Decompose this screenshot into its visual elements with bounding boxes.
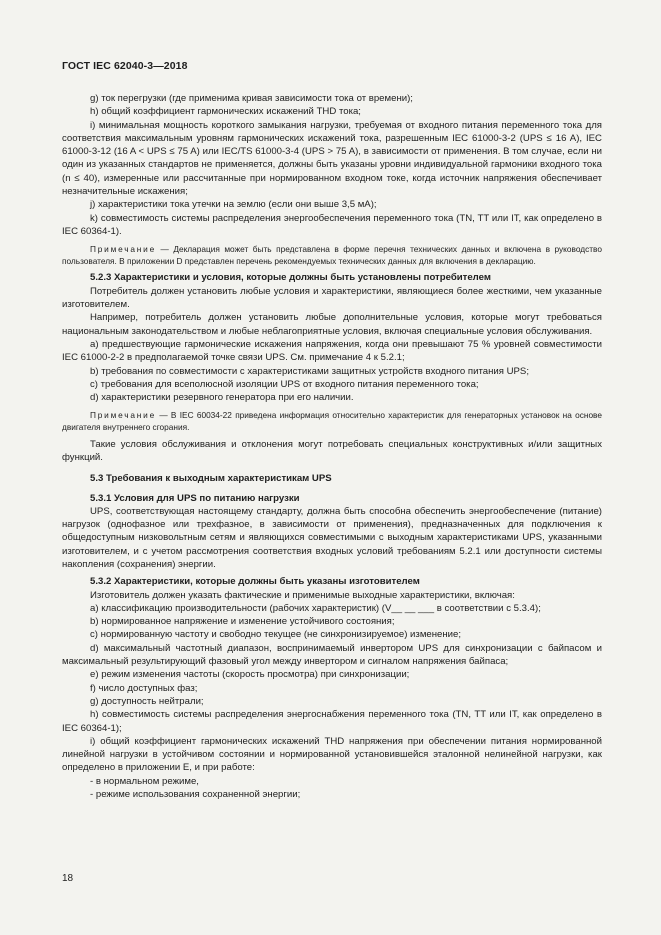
section-5-2-3-heading: 5.2.3 Характеристики и условия, которые должны быть установлены потребителем: [90, 272, 491, 284]
list-item-c: c) нормированную частоту и свободно текущее (не синхронизируемое) изменение;: [90, 629, 462, 641]
paragraph: Изготовитель должен указать фактические и применимые выходные характеристики, включая:: [90, 589, 515, 601]
paragraph: Потребитель должен установить любые условия и характеристики, являющиеся более жесткими, чем указанные изготовителем.: [62, 285, 602, 311]
section-5-3-heading: 5.3 Требования к выходным характеристикам UPS: [90, 473, 332, 485]
note-generator: [62, 410, 602, 433]
list-item-h: h) совместимость системы распределения энергоснабжения переменного тока (TN, TT или IT, как определено в IEC 60364-1);: [62, 709, 602, 734]
note-declaration: [62, 244, 602, 267]
note-label: Примечание: [90, 244, 157, 255]
list-item-e: e) режим изменения частоты (скорость просмотра) при синхронизации;: [90, 669, 410, 681]
list-item-d: d) характеристики резервного генератора при его наличии.: [90, 392, 354, 404]
list-item-a: a) предшествующие гармонические искажения напряжения, когда они превышают 75 % уровней совместимости IEC 61000-2-2 в предполагаемой точке связи UPS. См. примечание 4 к 5.2.1;: [62, 338, 602, 364]
list-item-g: g) доступность нейтрали;: [90, 695, 204, 707]
list-item-b: b) нормированное напряжение и изменение устойчивого состояния;: [90, 616, 395, 628]
list-item-i: i) минимальная мощность короткого замыкания нагрузки, требуемая от входного питания переменного тока для соответствия максимальным уровням гармонических искажений тока, разрешенным IEC 61000-3-2 (UPS ≤ 16 A), IEC 61000-3-12 (16 A < UPS ≤ 75 A) или IEC/TS 61000-3-4 (UPS > 75 A), в зависимости от применения. В том случае, если ни один из указанных стандартов не применяется, должны быть указаны уровни индивидуальной гармоники входного тока (n ≤ 40), измеренные или рассчитанные при нормированном входном токе, когда источник напряжения обеспечивает незначительные искажения;: [62, 119, 602, 198]
list-item-k: k) совместимость системы распределения энергообеспечения переменного тока (TN, TT или IT, как определено в IEC 60364-1).: [62, 212, 602, 237]
list-item-a: a) классификацию производительности (рабочих характеристик) (V__ __ ___ в соответствии с 5.3.4);: [90, 602, 541, 614]
list-item-c: c) требования для всеполюсной изоляции UPS от входного питания переменного тока;: [90, 378, 479, 390]
list-item-j: j) характеристики тока утечки на землю (если они выше 3,5 мА);: [90, 199, 377, 211]
list-item-i: i) общий коэффициент гармонических искажений THD напряжения при обеспечении питания нормированной линейной нагрузки в устойчивом состоянии и нормированной установившейся эталонной нелинейной нагрузки, как определено в приложении E, и при работе:: [62, 735, 602, 774]
paragraph: Например, потребитель должен установить любые дополнительные условия, которые могут требоваться национальным законодательством и любые неблагоприятные условия, включая специальные условия обслуживания.: [62, 312, 602, 337]
list-item-g: g) ток перегрузки (где применима кривая зависимости тока от времени);: [90, 93, 413, 104]
section-5-3-2-heading: 5.3.2 Характеристики, которые должны быть указаны изготовителем: [90, 576, 420, 588]
note-text: — Декларация может быть представлена в форме перечня технических данных и включена в руководство пользователя. В приложении D представлен перечень рекомендуемых технических данных для включения в декларацию.: [62, 244, 602, 266]
list-item-d: d) максимальный частотный диапазон, воспринимаемый инвертором UPS для синхронизации с байпасом и максимальный результирующий фазовый угол между инвертором и сигналом напряжения байпаса;: [62, 642, 602, 668]
dash-item: - режиме использования сохраненной энергии;: [90, 789, 301, 801]
page-header: ГОСТ IEC 62040-3—2018: [62, 60, 188, 72]
paragraph: Такие условия обслуживания и отклонения могут потребовать специальных конструктивных и/или защитных функций.: [62, 438, 602, 463]
paragraph: UPS, соответствующая настоящему стандарту, должна быть способна обеспечить энергообеспечение (питание) нагрузок (однофазное или трехфазное, в зависимости от применения), предназначенных для подключения к общедоступным низковольтным сетям и являющихся совместимыми с выходным характеристиками UPS, указанными изготовителем, и с учетом рассмотрения соответствия входных условий требованиям 5.2.1 или доступности системы накопления (сохранения) энергии.: [62, 505, 602, 570]
page-number: 18: [62, 873, 74, 884]
section-5-3-1-heading: 5.3.1 Условия для UPS по питанию нагрузки: [90, 492, 300, 504]
dash-item: - в нормальном режиме,: [90, 775, 199, 787]
page-body: [62, 92, 602, 801]
list-item-h: h) общий коэффициент гармонических искажений THD тока;: [90, 106, 361, 118]
list-item-f: f) число доступных фаз;: [90, 682, 198, 694]
note-text: — В IEC 60034-22 приведена информация относительно характеристик для генераторных установок на основе двигателя внутреннего сгорания.: [62, 410, 602, 433]
note-label: Примечание: [90, 410, 157, 421]
list-item-b: b) требования по совместимости с характеристиками защитных устройств входного питания UPS;: [90, 365, 529, 377]
